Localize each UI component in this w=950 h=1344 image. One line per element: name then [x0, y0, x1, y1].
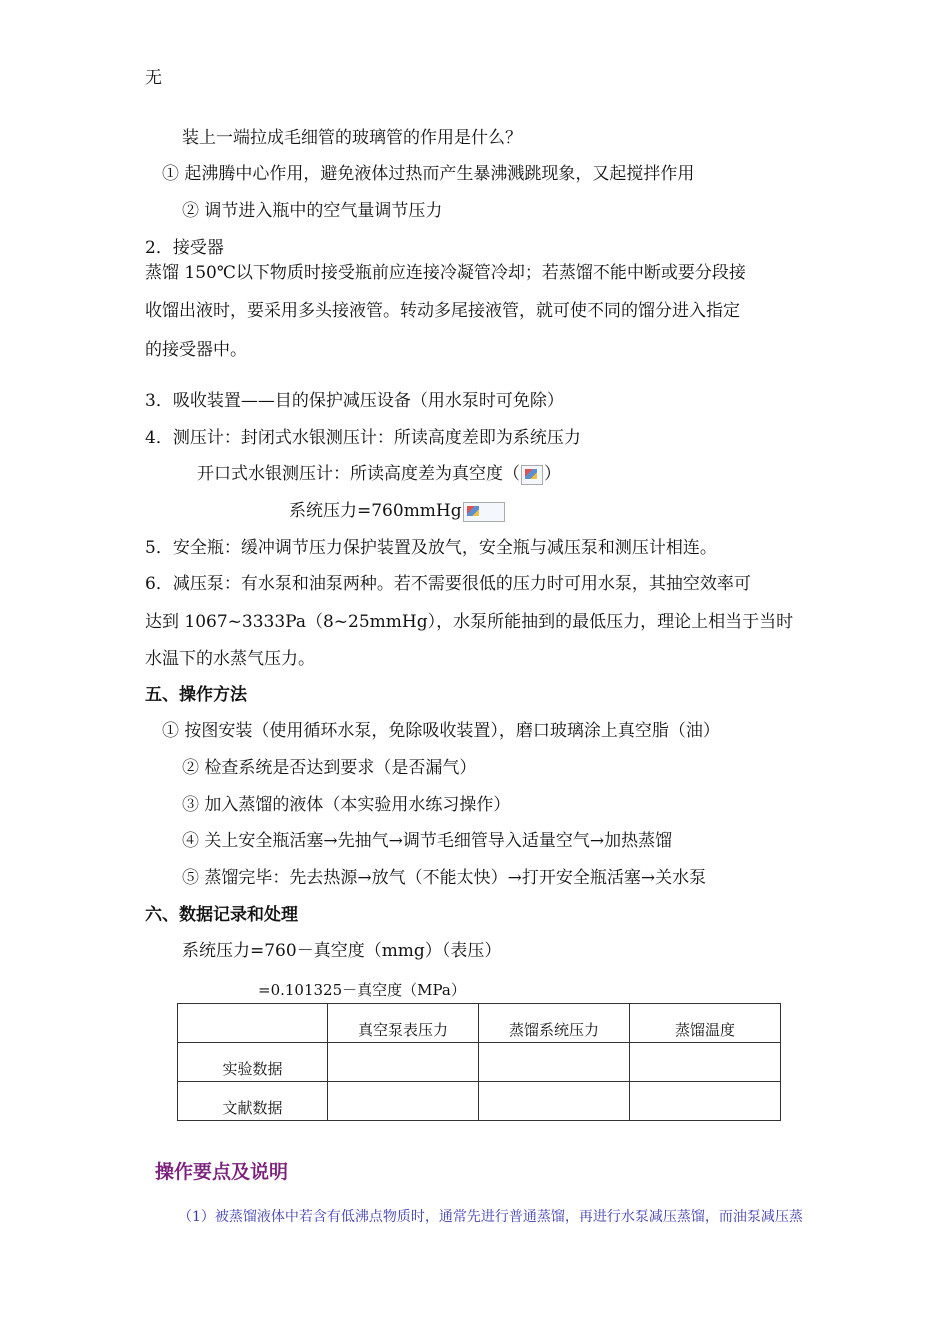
table-cell: [328, 1043, 479, 1082]
question-line: 装上一端拉成毛细管的玻璃管的作用是什么？: [182, 128, 522, 148]
paragraph-line: [197, 463, 561, 485]
section-heading: 五、操作方法: [145, 685, 247, 705]
paragraph-line: 收馏出液时，要采用多头接液管。转动多尾接液管，就可使不同的馏分进入指定: [145, 301, 740, 321]
section-heading: 六、数据记录和处理: [145, 905, 298, 925]
table-cell: 实验数据: [178, 1043, 328, 1082]
table-cell: [328, 1082, 479, 1121]
table-header-row: [178, 1004, 781, 1043]
table-cell: [630, 1082, 781, 1121]
table-header-cell: 蒸馏系统压力: [479, 1004, 630, 1043]
step-item-1: ① 按图安装（使用循环水泵，免除吸收装置），磨口玻璃涂上真空脂（油）: [162, 721, 720, 741]
table-row: [178, 1082, 781, 1121]
step-item-5: ⑤ 蒸馏完毕：先去热源→放气（不能太快）→打开安全瓶活塞→关水泵: [182, 868, 707, 888]
answer-item-1: ① 起沸腾中心作用，避免液体过热而产生暴沸溅跳现象，又起搅拌作用: [162, 164, 695, 184]
paragraph-line: 蒸馏 150℃以下物质时接受瓶前应连接冷凝管冷却；若蒸馏不能中断或要分段接: [145, 263, 746, 283]
table-row: [178, 1043, 781, 1082]
table-header-cell: 蒸馏温度: [630, 1004, 781, 1043]
formula-line: [289, 500, 506, 522]
paragraph-line: 3．吸收装置——目的保护减压设备（用水泵时可免除）: [145, 391, 564, 411]
image-placeholder-icon: [521, 465, 543, 485]
answer-item-2: ② 调节进入瓶中的空气量调节压力: [182, 201, 443, 221]
table-cell: 文献数据: [178, 1082, 328, 1121]
paragraph-line: 4．测压计：封闭式水银测压计：所读高度差即为系统压力: [145, 428, 581, 448]
line-text: ）: [544, 464, 561, 484]
paragraph-line: 的接受器中。: [145, 340, 247, 360]
table-header-cell: [178, 1004, 328, 1043]
text-line: 无: [145, 68, 162, 88]
table-cell: [630, 1043, 781, 1082]
note-text: （1）被蒸馏液体中若含有低沸点物质时，通常先进行普通蒸馏，再进行水泵减压蒸馏，而油泵减压蒸: [178, 1209, 803, 1225]
formula-line: =0.101325－真空度（MPa）: [258, 981, 466, 999]
image-placeholder-icon: [463, 502, 505, 522]
formula-line: 系统压力=760－真空度（mmg）（表压）: [182, 941, 502, 961]
table-header-cell: 真空泵表压力: [328, 1004, 479, 1043]
formula-text: 系统压力=760mmHg: [289, 501, 462, 521]
step-item-4: ④ 关上安全瓶活塞→先抽气→调节毛细管导入适量空气→加热蒸馏: [182, 831, 673, 851]
table-cell: [479, 1082, 630, 1121]
step-item-2: ② 检查系统是否达到要求（是否漏气）: [182, 758, 477, 778]
section-title: 操作要点及说明: [155, 1161, 289, 1183]
data-table: [177, 1003, 781, 1121]
paragraph-line: 水温下的水蒸气压力。: [145, 649, 315, 669]
subsection-heading: 2．接受器: [145, 238, 224, 258]
step-item-3: ③ 加入蒸馏的液体（本实验用水练习操作）: [182, 795, 511, 815]
table-cell: [479, 1043, 630, 1082]
paragraph-line: 6．减压泵：有水泵和油泵两种。若不需要很低的压力时可用水泵，其抽空效率可: [145, 574, 751, 594]
paragraph-line: 达到 1067~3333Pa（8~25mmHg），水泵所能抽到的最低压力，理论上相当于当时: [145, 612, 794, 632]
paragraph-line: 5．安全瓶：缓冲调节压力保护装置及放气，安全瓶与减压泵和测压计相连。: [145, 538, 717, 558]
line-text: 开口式水银测压计：所读高度差为真空度（: [197, 464, 520, 484]
